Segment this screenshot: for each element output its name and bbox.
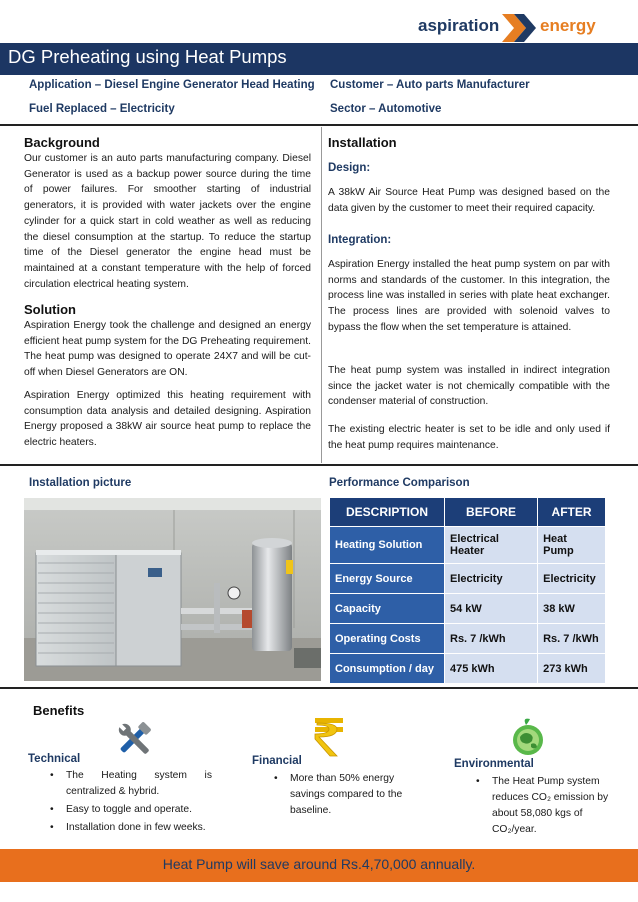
list-item: • Easy to toggle and operate. — [48, 802, 212, 818]
footer-bar — [0, 849, 638, 882]
financial-list — [272, 771, 418, 821]
list-item: • The Heating system is centralized & hybrid. — [48, 768, 212, 800]
performance-heading: Performance Comparison — [329, 477, 470, 489]
header-description: DESCRIPTION — [330, 498, 445, 527]
rupee-icon — [311, 716, 347, 758]
environmental-heading: Environmental — [454, 758, 534, 770]
design-text: A 38kW Air Source Heat Pump was designed based on the data given by the customer to meet their required capacity. — [328, 187, 610, 214]
list-item: • The Heat Pump system reduces CO₂ emission by about 58,080 kgs of CO₂/year. — [474, 774, 612, 838]
row-before: Electrical Heater — [445, 527, 538, 564]
row-before: 475 kWh — [445, 654, 538, 684]
row-label: Consumption / day — [330, 654, 445, 684]
meta-customer: Customer – Auto parts Manufacturer — [330, 79, 530, 91]
installation-heading: Installation — [328, 135, 397, 150]
page-title: DG Preheating using Heat Pumps — [8, 46, 287, 67]
table-row — [330, 654, 606, 684]
row-before: 54 kW — [445, 594, 538, 624]
divider-middle — [0, 464, 638, 466]
footer-savings-text: Heat Pump will save around Rs.4,70,000 annually. — [162, 856, 476, 872]
row-after: Electricity — [538, 564, 606, 594]
background-heading: Background — [24, 135, 100, 150]
list-item: • Installation done in few weeks. — [48, 820, 212, 836]
integration-heading: Integration: — [328, 234, 392, 246]
row-after: Heat Pump — [538, 527, 606, 564]
globe-icon — [510, 717, 546, 757]
row-after: Rs. 7 /kWh — [538, 624, 606, 654]
table-row — [330, 564, 606, 594]
integration-text-2: The heat pump system was installed in indirect integration since the jacket water is not chemically compatible with the condenser material of construction. — [328, 365, 610, 408]
heat-pump-installation-image — [24, 498, 321, 681]
installation-photo — [24, 498, 321, 681]
logo-word-aspiration: aspiration — [418, 16, 500, 35]
row-label: Energy Source — [330, 564, 445, 594]
solution-text-2: Aspiration Energy optimized this heating requirement with consumption data analysis and detailed designing. Aspiration Energy proposed a 38kW air source heat pump to replace the electric heaters. — [24, 390, 311, 449]
header-after: AFTER — [538, 498, 606, 527]
technical-list — [48, 768, 212, 838]
tools-icon — [113, 718, 155, 760]
solution-heading: Solution — [24, 302, 76, 317]
integration-text-1: Aspiration Energy installed the heat pump system on par with norms and standards of the customer. In this integration, the process line was installed in series with plate heat exchanger. The process lines are provided with solenoid valves to bypass the flow when the set temperature is attained. — [328, 259, 610, 333]
row-after: 273 kWh — [538, 654, 606, 684]
row-label: Operating Costs — [330, 624, 445, 654]
table-row — [330, 594, 606, 624]
meta-sector: Sector – Automotive — [330, 103, 442, 115]
row-before: Electricity — [445, 564, 538, 594]
header-before: BEFORE — [445, 498, 538, 527]
divider-top — [0, 124, 638, 126]
solution-text-1: Aspiration Energy took the challenge and designed an energy efficient heat pump system for the DG Preheating requirement. The heat pump was designed to operate 24X7 and will be cut-off when Diesel Generators are ON. — [24, 320, 311, 379]
installation-picture-heading: Installation picture — [29, 477, 132, 489]
row-after: 38 kW — [538, 594, 606, 624]
row-label: Capacity — [330, 594, 445, 624]
table-row — [330, 527, 606, 564]
company-logo — [418, 12, 623, 44]
financial-heading: Financial — [252, 755, 302, 767]
benefits-heading: Benefits — [33, 703, 85, 718]
row-label: Heating Solution — [330, 527, 445, 564]
row-before: Rs. 7 /kWh — [445, 624, 538, 654]
title-bar — [0, 43, 638, 75]
meta-application: Application – Diesel Engine Generator Head Heating — [29, 79, 315, 91]
design-heading: Design: — [328, 162, 371, 174]
integration-text-3: The existing electric heater is set to be idle and only used if the heat pump requires maintenance. — [328, 424, 610, 451]
logo-word-energy: energy — [540, 16, 596, 35]
technical-heading: Technical — [28, 753, 81, 765]
performance-table — [329, 497, 606, 684]
meta-fuel: Fuel Replaced – Electricity — [29, 103, 175, 115]
background-text: Our customer is an auto parts manufacturing company. Diesel Generator is used as a backup power source during the time of power failures. For smoother starting of industrial generators, it is provided with water jackets over the engine cylinder for a quick start in cold weather as well as reducing the diesel consumption at the startup. To reduce the startup time of the Diesel generator the engine head must be maintained at a constant temperature with the help of forced circulation electrical heating system. — [24, 153, 311, 290]
logo-chevron-icon — [500, 12, 540, 44]
table-header-row — [330, 498, 606, 527]
table-row — [330, 624, 606, 654]
list-item: • More than 50% energy savings compared to the baseline. — [272, 771, 418, 819]
divider-bottom — [0, 687, 638, 689]
column-divider — [321, 127, 322, 463]
environmental-list — [474, 774, 612, 840]
